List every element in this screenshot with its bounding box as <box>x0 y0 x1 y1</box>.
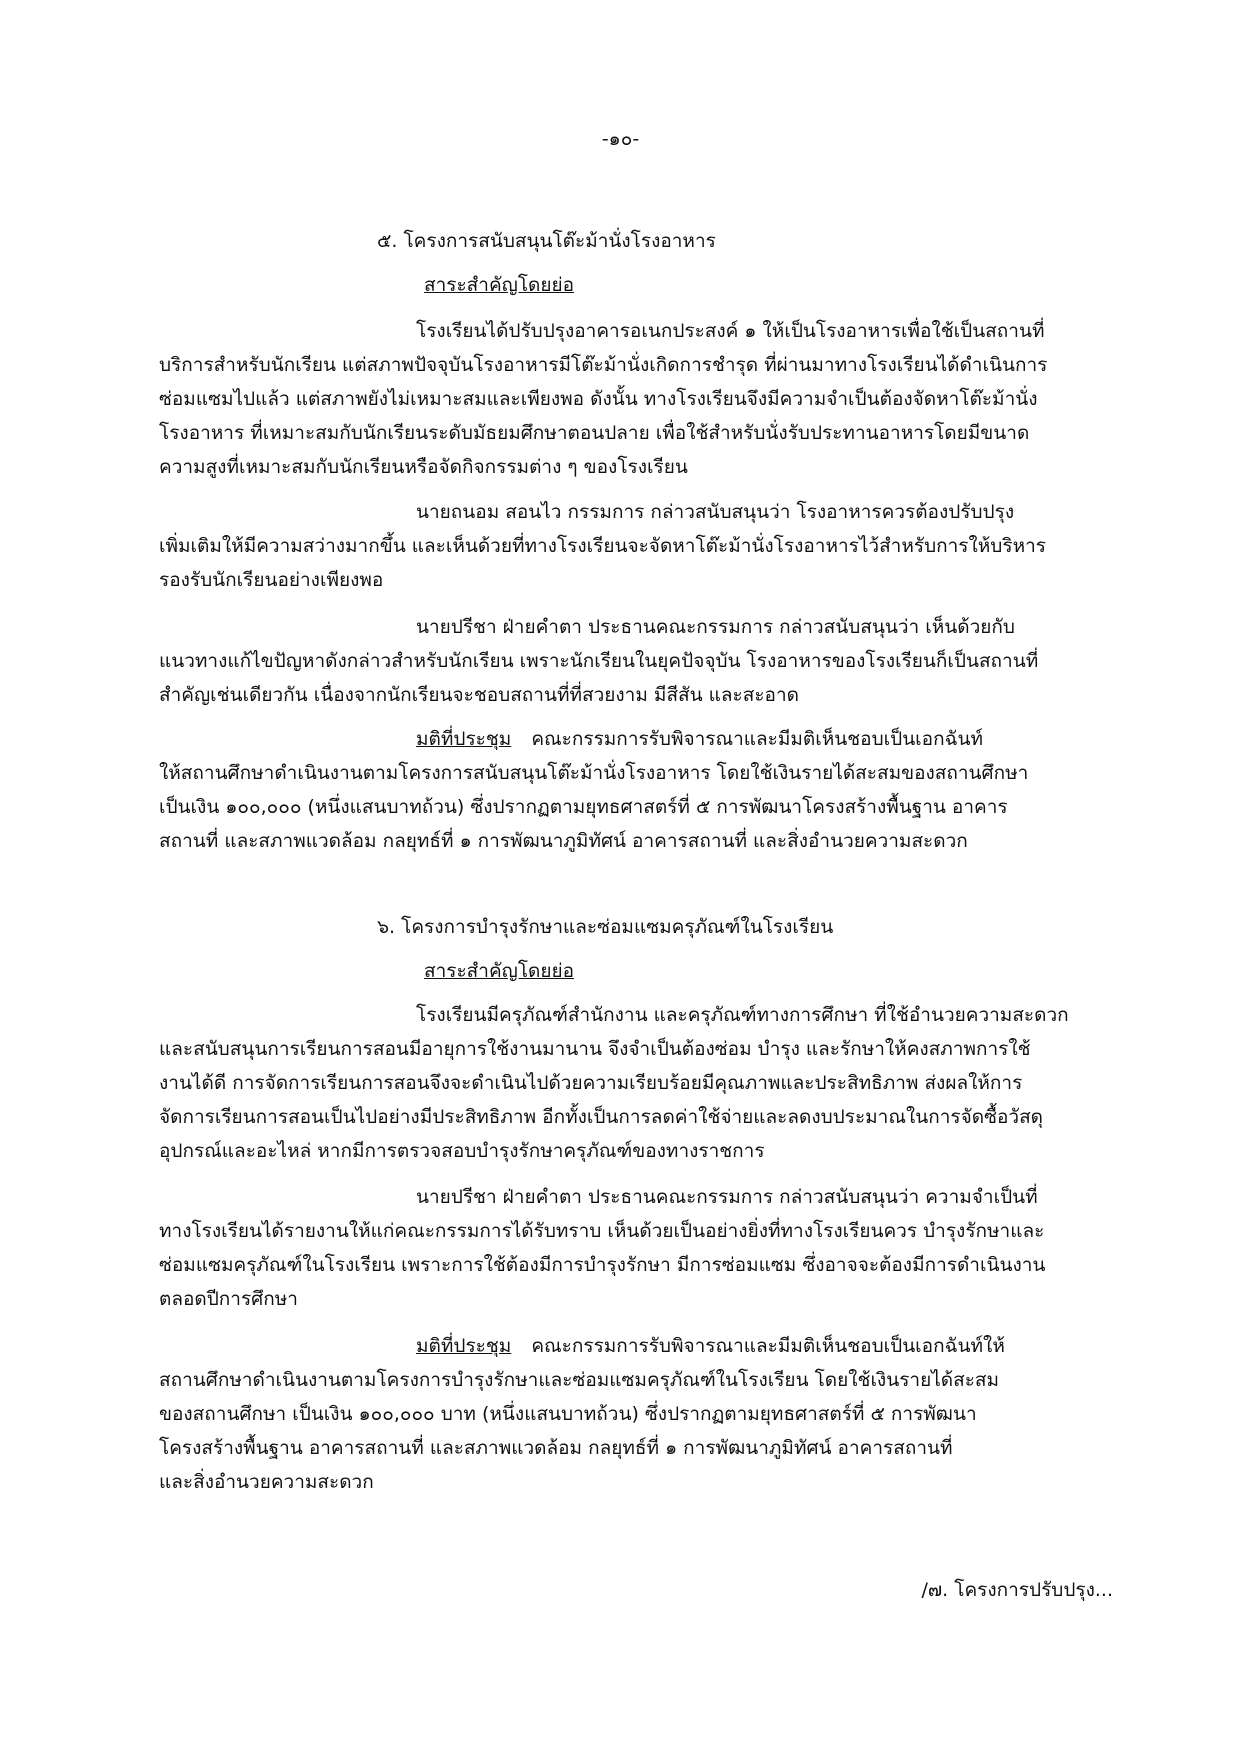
section-5-resolution-first: คณะกรรมการรับพิจารณาและมีมติเห็นชอบเป็นเอกฉันท์ <box>531 728 984 750</box>
section-6-resolution-line: โครงสร้างพื้นฐาน อาคารสถานที่ และสภาพแวดล้อม กลยุทธ์ที่ ๑ การพัฒนาภูมิทัศน์ อาคารสถานที่ <box>159 1437 953 1459</box>
section-5-resolution-line: เป็นเงิน ๑๐๐,๐๐๐ (หนึ่งแสนบาทถ้วน) ซึ่งปรากฏตามยุทธศาสตร์ที่ ๕ การพัฒนาโครงสร้างพื้นฐาน อาคาร <box>159 796 1008 818</box>
section-5-resolution-line: สถานที่ และสภาพแวดล้อม กลยุทธ์ที่ ๑ การพัฒนาภูมิทัศน์ อาคารสถานที่ และสิ่งอำนวยความสะดวก <box>159 830 968 852</box>
section-6-summary-line: จัดการเรียนการสอนเป็นไปอย่างมีประสิทธิภาพ อีกทั้งเป็นการลดค่าใช้จ่ายและลดงบประมาณในการจัดซื้อวัสดุ <box>159 1106 1044 1128</box>
section-5-comment1-line: เพิ่มเติมให้มีความสว่างมากขึ้น และเห็นด้วยที่ทางโรงเรียนจะจัดหาโต๊ะม้านั่งโรงอาหารไว้สำหรับการให้บริหาร <box>159 535 1046 557</box>
section-6-summary-line: อุปกรณ์และอะไหล่ หากมีการตรวจสอบบำรุงรักษาครุภัณฑ์ของทางราชการ <box>159 1140 765 1162</box>
section-5-comment2-line: นายปรีชา ฝ่ายคำตา ประธานคณะกรรมการ กล่าวสนับสนุนว่า เห็นด้วยกับ <box>416 616 1015 638</box>
section-6-comment1-line: นายปรีชา ฝ่ายคำตา ประธานคณะกรรมการ กล่าวสนับสนุนว่า ความจำเป็นที่ <box>416 1186 1038 1208</box>
section-6-resolution-label: มติที่ประชุม <box>416 1335 512 1357</box>
section-5-summary-line: ซ่อมแซมไปแล้ว แต่สภาพยังไม่เหมาะสมและเพียงพอ ดังนั้น ทางโรงเรียนจึงมีความจำเป็นต้องจัดหาโต๊ะม้านั่ง <box>159 388 1038 410</box>
section-5-resolution-label: มติที่ประชุม <box>416 728 512 750</box>
section-5-comment1-line: นายถนอม สอนไว กรรมการ กล่าวสนับสนุนว่า โรงอาหารควรต้องปรับปรุง <box>416 501 1015 523</box>
section-6-resolution-line: และสิ่งอำนวยความสะดวก <box>159 1471 374 1493</box>
section-5-summary-line: โรงเรียนได้ปรับปรุงอาคารอเนกประสงค์ ๑ ให้เป็นโรงอาหารเพื่อใช้เป็นสถานที่ <box>416 320 1045 342</box>
section-6-comment1-line: ทางโรงเรียนได้รายงานให้แก่คณะกรรมการได้รับทราบ เห็นด้วยเป็นอย่างยิ่งที่ทางโรงเรียนควร บำรุงรักษาและ <box>159 1220 1045 1242</box>
section-5-comment2-line: สำคัญเช่นเดียวกัน เนื่องจากนักเรียนจะชอบสถานที่ที่สวยงาม มีสีสัน และสะอาด <box>159 684 799 706</box>
section-6-summary-line: งานได้ดี การจัดการเรียนการสอนจึงจะดำเนินไปด้วยความเรียบร้อยมีคุณภาพและประสิทธิภาพ ส่งผลให้การ <box>159 1072 1023 1094</box>
footer-continuation: /๗. โครงการปรับปรุง... <box>921 1579 1113 1601</box>
section-6-title: ๖. โครงการบำรุงรักษาและซ่อมแซมครุภัณฑ์ในโรงเรียน <box>377 916 834 938</box>
section-6-resolution-line: ของสถานศึกษา เป็นเงิน ๑๐๐,๐๐๐ บาท (หนึ่งแสนบาทถ้วน) ซึ่งปรากฏตามยุทธศาสตร์ที่ ๕ การพัฒนา <box>159 1403 977 1425</box>
section-6-resolution-first: คณะกรรมการรับพิจารณาและมีมติเห็นชอบเป็นเอกฉันท์ให้ <box>531 1335 1005 1357</box>
section-5-summary-label: สาระสำคัญโดยย่อ <box>424 274 575 296</box>
section-6-summary-line: โรงเรียนมีครุภัณฑ์สำนักงาน และครุภัณฑ์ทางการศึกษา ที่ใช้อำนวยความสะดวก <box>416 1004 1069 1026</box>
section-5-comment2-line: แนวทางแก้ไขปัญหาดังกล่าวสำหรับนักเรียน เพราะนักเรียนในยุคปัจจุบัน โรงอาหารของโรงเรียนก็เป็นสถานที่ <box>159 650 1039 672</box>
section-6-summary-line: และสนับสนุนการเรียนการสอนมีอายุการใช้งานมานาน จึงจำเป็นต้องซ่อม บำรุง และรักษาให้คงสภาพการใช้ <box>159 1038 1031 1060</box>
section-5-comment1-line: รองรับนักเรียนอย่างเพียงพอ <box>159 569 384 591</box>
section-5-resolution-first-line <box>416 726 983 752</box>
section-5-resolution-line: ให้สถานศึกษาดำเนินงานตามโครงการสนับสนุนโต๊ะม้านั่งโรงอาหาร โดยใช้เงินรายได้สะสมของสถานศึกษา <box>159 762 1029 784</box>
section-5-summary-line: โรงอาหาร ที่เหมาะสมกับนักเรียนระดับมัธยมศึกษาตอนปลาย เพื่อใช้สำหรับนั่งรับประทานอาหารโดยมีขนาด <box>159 422 1030 444</box>
page-number: -๑๐- <box>601 128 640 150</box>
section-6-comment1-line: ซ่อมแซมครุภัณฑ์ในโรงเรียน เพราะการใช้ต้องมีการบำรุงรักษา มีการซ่อมแซม ซึ่งอาจจะต้องมีการดำเนินงาน <box>159 1254 1046 1276</box>
section-5-summary-line: บริการสำหรับนักเรียน แต่สภาพปัจจุบันโรงอาหารมีโต๊ะม้านั่งเกิดการชำรุด ที่ผ่านมาทางโรงเรียนได้ดำเนินการ <box>159 354 1048 376</box>
section-5-title: ๕. โครงการสนับสนุนโต๊ะม้านั่งโรงอาหาร <box>377 230 716 252</box>
section-6-resolution-line: สถานศึกษาดำเนินงานตามโครงการบำรุงรักษาและซ่อมแซมครุภัณฑ์ในโรงเรียน โดยใช้เงินรายได้สะสม <box>159 1369 1000 1391</box>
section-6-resolution-first-line <box>416 1333 1005 1359</box>
section-6-summary-label: สาระสำคัญโดยย่อ <box>424 960 575 982</box>
section-5-summary-line: ความสูงที่เหมาะสมกับนักเรียนหรือจัดกิจกรรมต่าง ๆ ของโรงเรียน <box>159 456 688 478</box>
section-6-comment1-line: ตลอดปีการศึกษา <box>159 1288 298 1310</box>
